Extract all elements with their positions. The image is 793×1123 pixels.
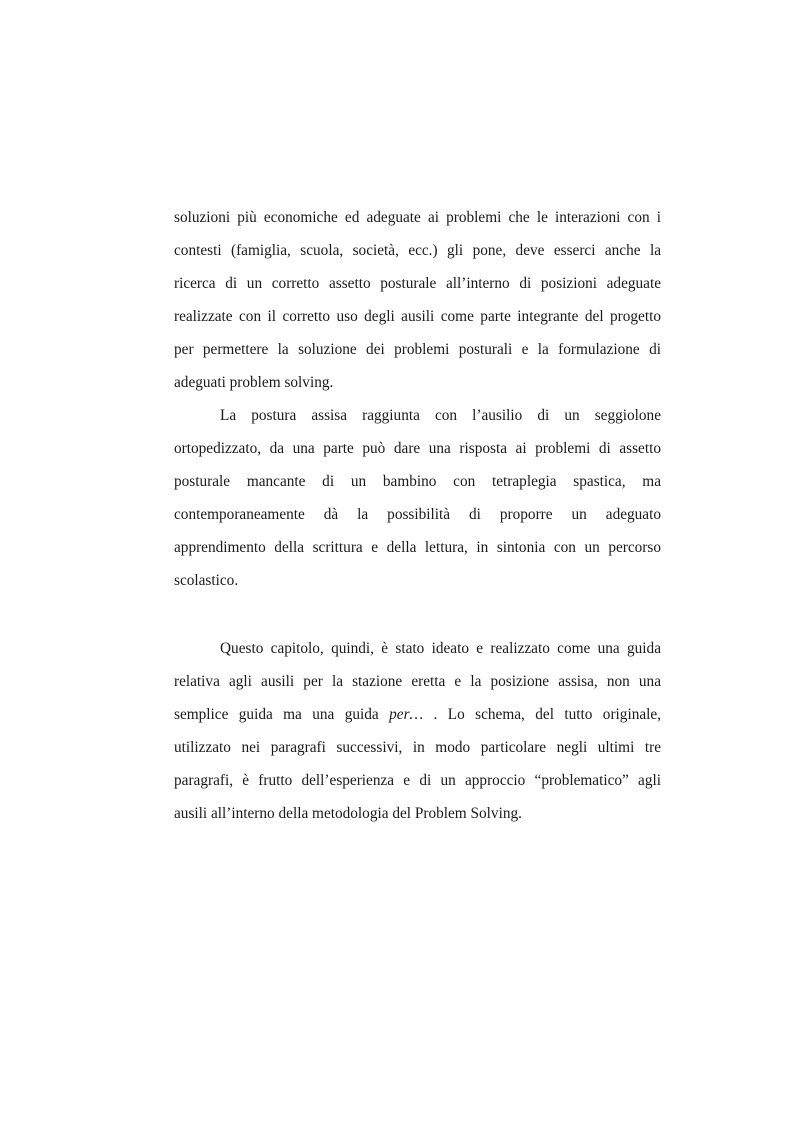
text-line: ricerca di un corretto assetto posturale all’interno di posizioni adeguate — [174, 275, 661, 292]
text-line: posturale mancante di un bambino con tetraplegia spastica, ma — [174, 473, 661, 490]
paragraph-questo-capitolo — [174, 632, 661, 830]
text-line: ausili all’interno della metodologia del Problem Solving. — [174, 805, 522, 822]
paragraph-postura-assisa — [174, 399, 661, 597]
text-block-upper — [174, 201, 661, 597]
italic-word: per… — [389, 706, 424, 723]
text-line: relativa agli ausili per la stazione eretta e la posizione assisa, non una — [174, 673, 661, 690]
text-line-indented — [174, 632, 661, 665]
text-line: utilizzato nei paragrafi successivi, in modo particolare negli ultimi tre — [174, 739, 661, 756]
text-line: contesti (famiglia, scuola, società, ecc.) gli pone, deve esserci anche la — [174, 242, 661, 259]
text-line-content: La postura assisa raggiunta con l’ausilio di un seggiolone — [220, 407, 661, 424]
text-segment: . Lo schema, del tutto originale, — [433, 706, 661, 723]
text-line: contemporaneamente dà la possibilità di proporre un adeguato — [174, 506, 661, 523]
text-line-mixed — [174, 698, 661, 731]
text-block-lower — [174, 632, 661, 830]
text-line: paragrafi, è frutto dell’esperienza e di un approccio “problematico” agli — [174, 772, 661, 789]
paragraph-continued — [174, 201, 661, 399]
text-segment: semplice guida ma una guida — [174, 706, 379, 723]
text-line: soluzioni più economiche ed adeguate ai problemi che le interazioni con i — [174, 209, 661, 226]
text-line-indented — [174, 399, 661, 432]
text-line: realizzate con il corretto uso degli ausili come parte integrante del progetto — [174, 308, 661, 325]
text-line: ortopedizzato, da una parte può dare una risposta ai problemi di assetto — [174, 440, 661, 457]
text-line: per permettere la soluzione dei problemi posturali e la formulazione di — [174, 341, 661, 358]
text-line: apprendimento della scrittura e della lettura, in sintonia con un percorso — [174, 539, 661, 556]
text-line: scolastico. — [174, 572, 239, 589]
text-line-content: Questo capitolo, quindi, è stato ideato e realizzato come una guida — [220, 640, 661, 657]
text-line: adeguati problem solving. — [174, 374, 334, 391]
